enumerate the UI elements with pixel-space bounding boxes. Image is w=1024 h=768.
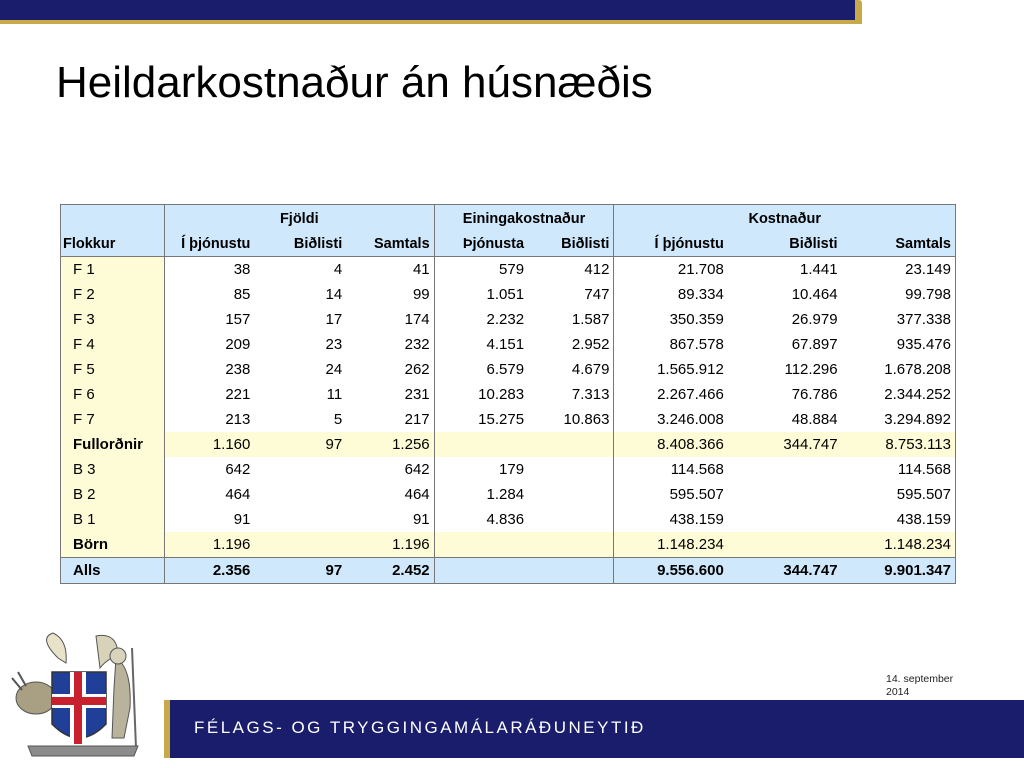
value-cell: 595.507 bbox=[669, 486, 724, 503]
value-cell: 1.284 bbox=[486, 486, 525, 503]
value-cell: 464 bbox=[225, 486, 251, 503]
value-cell: 97 bbox=[254, 558, 346, 584]
header-thjonusta: Þjónusta bbox=[434, 232, 528, 257]
top-banner-bar bbox=[0, 0, 862, 26]
value-cell bbox=[528, 532, 614, 558]
table-row bbox=[61, 257, 956, 283]
value-cell: 3.246.008 bbox=[657, 411, 724, 428]
value-cell: 91 bbox=[233, 511, 251, 528]
value-cell: 114.568 bbox=[670, 461, 724, 478]
value-cell: 99.798 bbox=[842, 282, 956, 307]
row-label-cell: B 3 bbox=[61, 457, 165, 482]
header-kostnadur-samtals: Samtals bbox=[842, 232, 956, 257]
value-cell: 9.901.347 bbox=[842, 558, 956, 584]
row-label-cell: Fullorðnir bbox=[61, 432, 165, 457]
table-row bbox=[61, 532, 956, 558]
value-cell bbox=[528, 507, 614, 532]
value-cell bbox=[254, 482, 346, 507]
value-cell: 217 bbox=[346, 407, 434, 432]
header-flokkur: Flokkur bbox=[61, 232, 165, 257]
value-cell: 1.587 bbox=[528, 307, 614, 332]
value-cell: 112.296 bbox=[784, 361, 838, 378]
value-cell: 1.148.234 bbox=[614, 532, 728, 558]
value-cell: 6.579 bbox=[486, 361, 525, 378]
value-cell: 174 bbox=[346, 307, 434, 332]
footer-gold-accent bbox=[164, 700, 170, 758]
ministry-name: FÉLAGS- OG TRYGGINGAMÁLARÁÐUNEYTIÐ bbox=[194, 718, 646, 737]
value-cell bbox=[528, 432, 614, 457]
icelandic-coat-of-arms-icon bbox=[8, 628, 158, 762]
value-cell: 4.836 bbox=[486, 511, 525, 528]
presentation-date bbox=[886, 673, 976, 699]
value-cell: 2.344.252 bbox=[842, 382, 956, 407]
value-cell: 1.441 bbox=[800, 261, 838, 278]
value-cell: 1.160 bbox=[164, 432, 254, 457]
value-cell bbox=[728, 457, 842, 482]
value-cell: 114.568 bbox=[842, 457, 956, 482]
top-banner-gold-cap bbox=[855, 0, 862, 24]
value-cell: 23 bbox=[325, 336, 343, 353]
value-cell: 579 bbox=[499, 261, 525, 278]
value-cell: 1.051 bbox=[486, 286, 525, 303]
value-cell: 9.556.600 bbox=[614, 558, 728, 584]
row-label-cell: B 1 bbox=[61, 507, 165, 532]
value-cell: 76.786 bbox=[791, 386, 838, 403]
row-label-cell: F 1 bbox=[61, 257, 165, 283]
table-row bbox=[61, 282, 956, 307]
value-cell: 350.359 bbox=[669, 311, 724, 328]
value-cell: 231 bbox=[346, 382, 434, 407]
value-cell: 89.334 bbox=[677, 286, 724, 303]
value-cell: 2.232 bbox=[486, 311, 525, 328]
value-cell: 5 bbox=[333, 411, 343, 428]
value-cell bbox=[254, 457, 346, 482]
header-group-eininga: Einingakostnaður bbox=[434, 205, 614, 233]
value-cell: 91 bbox=[346, 507, 434, 532]
value-cell: 67.897 bbox=[791, 336, 838, 353]
table-row bbox=[61, 382, 956, 407]
value-cell: 21.708 bbox=[677, 261, 724, 278]
value-cell: 1.256 bbox=[346, 432, 434, 457]
slide-title: Heildarkostnaður án húsnæðis bbox=[56, 58, 653, 107]
header-samtals: Samtals bbox=[346, 232, 434, 257]
row-label-cell: F 4 bbox=[61, 332, 165, 357]
value-cell bbox=[728, 482, 842, 507]
header-flokkur-spacer bbox=[61, 205, 165, 233]
value-cell bbox=[434, 558, 528, 584]
table-row bbox=[61, 307, 956, 332]
value-cell: 412 bbox=[528, 257, 614, 283]
value-cell bbox=[728, 507, 842, 532]
cost-table bbox=[60, 204, 956, 584]
value-cell: 1.565.912 bbox=[657, 361, 724, 378]
value-cell: 48.884 bbox=[791, 411, 838, 428]
value-cell bbox=[528, 457, 614, 482]
value-cell: 26.979 bbox=[791, 311, 838, 328]
row-label-cell: F 2 bbox=[61, 282, 165, 307]
row-label-cell: F 6 bbox=[61, 382, 165, 407]
date-line-1: 14. september bbox=[886, 673, 954, 685]
value-cell: 438.159 bbox=[842, 507, 956, 532]
value-cell: 4.679 bbox=[528, 357, 614, 382]
row-label-cell: B 2 bbox=[61, 482, 165, 507]
value-cell: 99 bbox=[346, 282, 434, 307]
value-cell: 14 bbox=[325, 286, 343, 303]
table-row bbox=[61, 457, 956, 482]
value-cell: 7.313 bbox=[528, 382, 614, 407]
value-cell bbox=[254, 532, 346, 558]
value-cell: 1.196 bbox=[346, 532, 434, 558]
value-cell bbox=[254, 507, 346, 532]
value-cell: 10.464 bbox=[791, 286, 838, 303]
table-header-group-row bbox=[61, 205, 956, 233]
value-cell: 85 bbox=[233, 286, 251, 303]
value-cell: 24 bbox=[325, 361, 343, 378]
value-cell: 464 bbox=[346, 482, 434, 507]
table-row bbox=[61, 507, 956, 532]
value-cell bbox=[528, 558, 614, 584]
value-cell: 3.294.892 bbox=[842, 407, 956, 432]
value-cell bbox=[434, 432, 528, 457]
value-cell: 4.151 bbox=[486, 336, 525, 353]
table-row bbox=[61, 558, 956, 584]
header-kostnadur-bidlisti: Biðlisti bbox=[728, 232, 842, 257]
value-cell: 595.507 bbox=[842, 482, 956, 507]
value-cell: 41 bbox=[346, 257, 434, 283]
value-cell: 23.149 bbox=[842, 257, 956, 283]
value-cell bbox=[728, 532, 842, 558]
value-cell: 642 bbox=[225, 461, 251, 478]
top-banner-navy bbox=[0, 0, 855, 20]
value-cell: 238 bbox=[225, 361, 251, 378]
value-cell: 213 bbox=[225, 411, 251, 428]
footer-banner bbox=[164, 700, 1024, 758]
value-cell: 179 bbox=[499, 461, 525, 478]
header-bidlisti: Biðlisti bbox=[254, 232, 346, 257]
value-cell: 438.159 bbox=[669, 511, 724, 528]
date-line-2: 2014 bbox=[886, 686, 910, 698]
value-cell: 2.267.466 bbox=[657, 386, 724, 403]
value-cell: 377.338 bbox=[842, 307, 956, 332]
value-cell: 209 bbox=[225, 336, 251, 353]
value-cell: 935.476 bbox=[842, 332, 956, 357]
value-cell: 10.863 bbox=[528, 407, 614, 432]
header-group-kostnadur: Kostnaður bbox=[614, 205, 956, 233]
header-bidlisti-eininga: Biðlisti bbox=[528, 232, 614, 257]
value-cell: 221 bbox=[225, 386, 251, 403]
table-row bbox=[61, 432, 956, 457]
value-cell: 97 bbox=[254, 432, 346, 457]
value-cell: 4 bbox=[333, 261, 343, 278]
value-cell: 1.148.234 bbox=[842, 532, 956, 558]
value-cell: 747 bbox=[528, 282, 614, 307]
row-label-cell: F 7 bbox=[61, 407, 165, 432]
value-cell: 2.452 bbox=[346, 558, 434, 584]
header-group-fjoldi: Fjöldi bbox=[164, 205, 434, 233]
value-cell: 344.747 bbox=[728, 558, 842, 584]
value-cell: 17 bbox=[325, 311, 343, 328]
row-label-cell: Börn bbox=[61, 532, 165, 558]
value-cell: 642 bbox=[346, 457, 434, 482]
value-cell: 232 bbox=[346, 332, 434, 357]
header-kostnadur-i-thjonustu: Í þjónustu bbox=[614, 232, 728, 257]
value-cell: 38 bbox=[233, 261, 251, 278]
table-row bbox=[61, 482, 956, 507]
value-cell: 2.952 bbox=[528, 332, 614, 357]
value-cell: 10.283 bbox=[478, 386, 525, 403]
value-cell: 344.747 bbox=[728, 432, 842, 457]
value-cell bbox=[434, 532, 528, 558]
table-row bbox=[61, 332, 956, 357]
value-cell: 15.275 bbox=[478, 411, 525, 428]
value-cell: 11 bbox=[326, 386, 343, 403]
value-cell: 1.678.208 bbox=[842, 357, 956, 382]
value-cell: 157 bbox=[225, 311, 251, 328]
value-cell: 262 bbox=[346, 357, 434, 382]
header-i-thjonustu: Í þjónustu bbox=[164, 232, 254, 257]
value-cell: 1.196 bbox=[164, 532, 254, 558]
top-banner-gold-stripe bbox=[0, 20, 862, 24]
value-cell: 2.356 bbox=[164, 558, 254, 584]
value-cell: 8.753.113 bbox=[842, 432, 956, 457]
row-label-cell: F 5 bbox=[61, 357, 165, 382]
table-row bbox=[61, 357, 956, 382]
value-cell bbox=[528, 482, 614, 507]
table-row bbox=[61, 407, 956, 432]
value-cell: 867.578 bbox=[669, 336, 724, 353]
row-label-cell: Alls bbox=[61, 558, 165, 584]
value-cell: 8.408.366 bbox=[614, 432, 728, 457]
row-label-cell: F 3 bbox=[61, 307, 165, 332]
table-header-column-row bbox=[61, 232, 956, 257]
